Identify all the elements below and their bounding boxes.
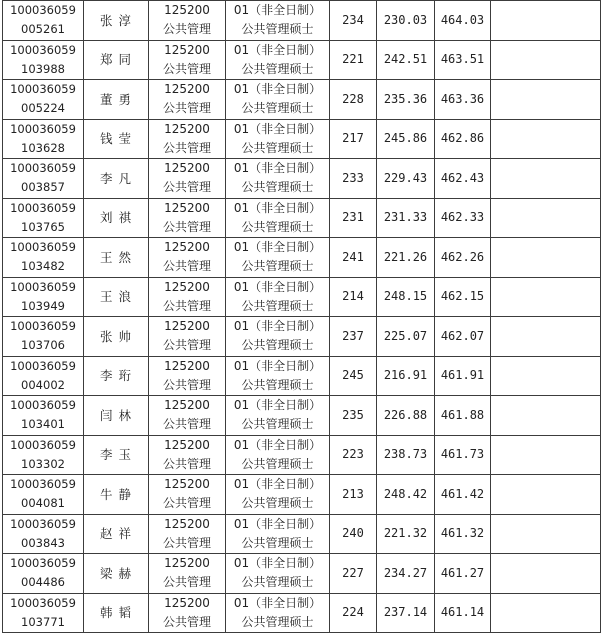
table-row xyxy=(3,554,601,594)
remark-cell xyxy=(491,317,601,357)
major-code: 125200 xyxy=(164,240,210,255)
initial-score-cell: 240 xyxy=(330,514,377,554)
candidate-id-part1: 100036059 xyxy=(10,279,76,294)
direction-name: 公共管理硕士 xyxy=(241,101,314,116)
table-row xyxy=(3,396,601,436)
total-score-cell: 461.91 xyxy=(435,356,491,396)
remark-cell xyxy=(491,514,601,554)
direction-code: 01（非全日制） xyxy=(233,42,322,57)
remark-cell xyxy=(491,396,601,436)
candidate-name-cell: 张 淳 xyxy=(84,1,149,41)
table-row xyxy=(3,475,601,515)
candidate-name-cell: 牛 静 xyxy=(84,475,149,515)
major-name: 公共管理 xyxy=(162,575,211,590)
major-code: 125200 xyxy=(164,3,210,18)
table-row xyxy=(3,593,601,633)
table-row xyxy=(3,317,601,357)
candidate-name-cell: 闫 林 xyxy=(84,396,149,436)
candidate-id-part1: 100036059 xyxy=(10,398,76,413)
remark-cell xyxy=(491,435,601,475)
direction-cell xyxy=(226,1,330,41)
remark-cell xyxy=(491,198,601,238)
initial-score-cell: 223 xyxy=(330,435,377,475)
total-score-cell: 462.43 xyxy=(435,159,491,199)
candidate-id-cell xyxy=(3,475,84,515)
initial-score-cell: 245 xyxy=(330,356,377,396)
major-name: 公共管理 xyxy=(162,180,211,195)
major-name: 公共管理 xyxy=(162,496,211,511)
total-score-cell: 462.07 xyxy=(435,317,491,357)
direction-code: 01（非全日制） xyxy=(233,3,322,18)
retest-score-cell: 245.86 xyxy=(377,119,435,159)
major-cell xyxy=(149,159,226,199)
total-score-cell: 461.88 xyxy=(435,396,491,436)
initial-score-cell: 227 xyxy=(330,554,377,594)
remark-cell xyxy=(491,119,601,159)
total-score-cell: 462.33 xyxy=(435,198,491,238)
candidate-id-part2: 103482 xyxy=(21,259,65,274)
major-code: 125200 xyxy=(164,200,210,215)
initial-score-cell: 228 xyxy=(330,80,377,120)
candidate-id-part2: 103401 xyxy=(21,417,65,432)
direction-name: 公共管理硕士 xyxy=(241,298,314,313)
direction-name: 公共管理硕士 xyxy=(241,417,314,432)
remark-cell xyxy=(491,159,601,199)
direction-cell xyxy=(226,317,330,357)
major-cell xyxy=(149,475,226,515)
major-cell xyxy=(149,593,226,633)
candidate-id-part1: 100036059 xyxy=(10,437,76,452)
major-name: 公共管理 xyxy=(162,417,211,432)
major-code: 125200 xyxy=(164,82,210,97)
candidate-id-part2: 004081 xyxy=(21,496,65,511)
initial-score-cell: 231 xyxy=(330,198,377,238)
candidate-id-part2: 005261 xyxy=(21,22,65,37)
major-code: 125200 xyxy=(164,437,210,452)
candidate-id-cell xyxy=(3,593,84,633)
major-cell xyxy=(149,238,226,278)
candidate-id-part2: 003843 xyxy=(21,535,65,550)
major-code: 125200 xyxy=(164,595,210,610)
major-code: 125200 xyxy=(164,279,210,294)
remark-cell xyxy=(491,356,601,396)
initial-score-cell: 214 xyxy=(330,277,377,317)
retest-score-cell: 221.26 xyxy=(377,238,435,278)
retest-score-cell: 221.32 xyxy=(377,514,435,554)
candidate-id-part1: 100036059 xyxy=(10,200,76,215)
candidate-id-part2: 103949 xyxy=(21,298,65,313)
candidate-id-part1: 100036059 xyxy=(10,82,76,97)
candidate-id-cell xyxy=(3,554,84,594)
table-row xyxy=(3,356,601,396)
direction-name: 公共管理硕士 xyxy=(241,575,314,590)
candidate-name-cell: 韩 韬 xyxy=(84,593,149,633)
retest-score-cell: 237.14 xyxy=(377,593,435,633)
major-name: 公共管理 xyxy=(162,101,211,116)
direction-cell xyxy=(226,159,330,199)
direction-name: 公共管理硕士 xyxy=(241,22,314,37)
direction-code: 01（非全日制） xyxy=(233,279,322,294)
candidate-id-part2: 003857 xyxy=(21,180,65,195)
candidate-id-cell xyxy=(3,238,84,278)
direction-code: 01（非全日制） xyxy=(233,437,322,452)
remark-cell xyxy=(491,475,601,515)
candidate-id-part2: 103771 xyxy=(21,614,65,629)
candidate-id-part1: 100036059 xyxy=(10,319,76,334)
remark-cell xyxy=(491,238,601,278)
direction-cell xyxy=(226,40,330,80)
table-row xyxy=(3,119,601,159)
candidate-id-part1: 100036059 xyxy=(10,42,76,57)
major-name: 公共管理 xyxy=(162,219,211,234)
major-cell xyxy=(149,435,226,475)
candidate-name-cell: 王 浪 xyxy=(84,277,149,317)
candidate-name-cell: 李 玉 xyxy=(84,435,149,475)
candidate-id-part2: 103706 xyxy=(21,338,65,353)
major-name: 公共管理 xyxy=(162,377,211,392)
total-score-cell: 463.51 xyxy=(435,40,491,80)
major-name: 公共管理 xyxy=(162,61,211,76)
major-cell xyxy=(149,554,226,594)
direction-code: 01（非全日制） xyxy=(233,240,322,255)
major-cell xyxy=(149,198,226,238)
candidate-id-cell xyxy=(3,1,84,41)
initial-score-cell: 237 xyxy=(330,317,377,357)
major-code: 125200 xyxy=(164,42,210,57)
candidate-name-cell: 李 凡 xyxy=(84,159,149,199)
retest-score-cell: 216.91 xyxy=(377,356,435,396)
major-cell xyxy=(149,40,226,80)
direction-cell xyxy=(226,80,330,120)
initial-score-cell: 221 xyxy=(330,40,377,80)
candidate-id-part2: 004002 xyxy=(21,377,65,392)
major-cell xyxy=(149,514,226,554)
candidate-name-cell: 钱 莹 xyxy=(84,119,149,159)
candidate-id-part1: 100036059 xyxy=(10,3,76,18)
major-name: 公共管理 xyxy=(162,259,211,274)
direction-cell xyxy=(226,475,330,515)
table-row xyxy=(3,159,601,199)
initial-score-cell: 217 xyxy=(330,119,377,159)
candidate-id-cell xyxy=(3,40,84,80)
direction-name: 公共管理硕士 xyxy=(241,614,314,629)
direction-name: 公共管理硕士 xyxy=(241,259,314,274)
direction-cell xyxy=(226,396,330,436)
major-name: 公共管理 xyxy=(162,456,211,471)
candidate-id-part2: 103628 xyxy=(21,140,65,155)
remark-cell xyxy=(491,277,601,317)
direction-code: 01（非全日制） xyxy=(233,121,322,136)
direction-cell xyxy=(226,514,330,554)
candidate-name-cell: 王 然 xyxy=(84,238,149,278)
direction-cell xyxy=(226,554,330,594)
remark-cell xyxy=(491,40,601,80)
candidate-id-part1: 100036059 xyxy=(10,556,76,571)
retest-score-cell: 229.43 xyxy=(377,159,435,199)
direction-name: 公共管理硕士 xyxy=(241,61,314,76)
direction-name: 公共管理硕士 xyxy=(241,180,314,195)
major-name: 公共管理 xyxy=(162,140,211,155)
direction-cell xyxy=(226,198,330,238)
major-name: 公共管理 xyxy=(162,338,211,353)
direction-code: 01（非全日制） xyxy=(233,516,322,531)
direction-cell xyxy=(226,435,330,475)
total-score-cell: 462.15 xyxy=(435,277,491,317)
major-name: 公共管理 xyxy=(162,22,211,37)
table-row xyxy=(3,1,601,41)
retest-score-cell: 226.88 xyxy=(377,396,435,436)
candidate-id-part2: 103302 xyxy=(21,456,65,471)
direction-code: 01（非全日制） xyxy=(233,358,322,373)
direction-code: 01（非全日制） xyxy=(233,556,322,571)
candidate-id-cell xyxy=(3,435,84,475)
candidate-id-part1: 100036059 xyxy=(10,516,76,531)
candidate-id-part2: 004486 xyxy=(21,575,65,590)
initial-score-cell: 234 xyxy=(330,1,377,41)
candidate-name-cell: 梁 赫 xyxy=(84,554,149,594)
direction-cell xyxy=(226,593,330,633)
candidate-id-part1: 100036059 xyxy=(10,477,76,492)
candidate-id-cell xyxy=(3,119,84,159)
total-score-cell: 461.73 xyxy=(435,435,491,475)
table-row xyxy=(3,514,601,554)
table-row xyxy=(3,198,601,238)
candidate-name-cell: 张 帅 xyxy=(84,317,149,357)
total-score-cell: 461.42 xyxy=(435,475,491,515)
retest-score-cell: 230.03 xyxy=(377,1,435,41)
major-cell xyxy=(149,317,226,357)
candidate-id-cell xyxy=(3,396,84,436)
retest-score-cell: 234.27 xyxy=(377,554,435,594)
major-code: 125200 xyxy=(164,516,210,531)
direction-name: 公共管理硕士 xyxy=(241,496,314,511)
remark-cell xyxy=(491,1,601,41)
major-cell xyxy=(149,277,226,317)
initial-score-cell: 224 xyxy=(330,593,377,633)
major-cell xyxy=(149,80,226,120)
direction-name: 公共管理硕士 xyxy=(241,219,314,234)
retest-score-cell: 225.07 xyxy=(377,317,435,357)
direction-code: 01（非全日制） xyxy=(233,398,322,413)
direction-code: 01（非全日制） xyxy=(233,82,322,97)
total-score-cell: 461.32 xyxy=(435,514,491,554)
major-code: 125200 xyxy=(164,556,210,571)
retest-score-cell: 242.51 xyxy=(377,40,435,80)
retest-score-cell: 238.73 xyxy=(377,435,435,475)
candidate-id-part1: 100036059 xyxy=(10,161,76,176)
major-cell xyxy=(149,396,226,436)
candidate-name-cell: 赵 祥 xyxy=(84,514,149,554)
direction-name: 公共管理硕士 xyxy=(241,140,314,155)
table-row xyxy=(3,238,601,278)
remark-cell xyxy=(491,80,601,120)
remark-cell xyxy=(491,593,601,633)
major-code: 125200 xyxy=(164,477,210,492)
candidate-id-part1: 100036059 xyxy=(10,121,76,136)
candidate-id-part2: 005224 xyxy=(21,101,65,116)
major-code: 125200 xyxy=(164,161,210,176)
table-row xyxy=(3,40,601,80)
table-body xyxy=(3,1,601,633)
total-score-cell: 462.86 xyxy=(435,119,491,159)
major-cell xyxy=(149,356,226,396)
direction-name: 公共管理硕士 xyxy=(241,456,314,471)
direction-name: 公共管理硕士 xyxy=(241,377,314,392)
direction-code: 01（非全日制） xyxy=(233,477,322,492)
direction-cell xyxy=(226,356,330,396)
retest-score-cell: 248.15 xyxy=(377,277,435,317)
candidate-id-cell xyxy=(3,159,84,199)
direction-code: 01（非全日制） xyxy=(233,319,322,334)
candidate-id-cell xyxy=(3,80,84,120)
retest-score-cell: 235.36 xyxy=(377,80,435,120)
major-code: 125200 xyxy=(164,398,210,413)
direction-code: 01（非全日制） xyxy=(233,161,322,176)
candidate-id-cell xyxy=(3,356,84,396)
retest-score-cell: 248.42 xyxy=(377,475,435,515)
total-score-cell: 462.26 xyxy=(435,238,491,278)
direction-code: 01（非全日制） xyxy=(233,200,322,215)
candidate-id-cell xyxy=(3,317,84,357)
initial-score-cell: 235 xyxy=(330,396,377,436)
initial-score-cell: 213 xyxy=(330,475,377,515)
major-code: 125200 xyxy=(164,121,210,136)
major-code: 125200 xyxy=(164,358,210,373)
direction-name: 公共管理硕士 xyxy=(241,338,314,353)
candidate-id-part1: 100036059 xyxy=(10,358,76,373)
table-row xyxy=(3,80,601,120)
candidate-id-part1: 100036059 xyxy=(10,595,76,610)
total-score-cell: 461.27 xyxy=(435,554,491,594)
direction-code: 01（非全日制） xyxy=(233,595,322,610)
total-score-cell: 463.36 xyxy=(435,80,491,120)
total-score-cell: 461.14 xyxy=(435,593,491,633)
candidate-name-cell: 董 勇 xyxy=(84,80,149,120)
table-row xyxy=(3,435,601,475)
direction-cell xyxy=(226,277,330,317)
major-code: 125200 xyxy=(164,319,210,334)
major-name: 公共管理 xyxy=(162,614,211,629)
candidate-id-part1: 100036059 xyxy=(10,240,76,255)
major-name: 公共管理 xyxy=(162,298,211,313)
direction-cell xyxy=(226,119,330,159)
remark-cell xyxy=(491,554,601,594)
candidate-id-cell xyxy=(3,514,84,554)
direction-cell xyxy=(226,238,330,278)
retest-score-cell: 231.33 xyxy=(377,198,435,238)
candidate-name-cell: 刘 祺 xyxy=(84,198,149,238)
total-score-cell: 464.03 xyxy=(435,1,491,41)
candidate-name-cell: 李 珩 xyxy=(84,356,149,396)
major-cell xyxy=(149,119,226,159)
initial-score-cell: 241 xyxy=(330,238,377,278)
major-cell xyxy=(149,1,226,41)
major-name: 公共管理 xyxy=(162,535,211,550)
initial-score-cell: 233 xyxy=(330,159,377,199)
candidate-id-part2: 103765 xyxy=(21,219,65,234)
admission-score-table xyxy=(2,0,601,633)
direction-name: 公共管理硕士 xyxy=(241,535,314,550)
candidate-name-cell: 郑 同 xyxy=(84,40,149,80)
candidate-id-part2: 103988 xyxy=(21,61,65,76)
candidate-id-cell xyxy=(3,277,84,317)
table-row xyxy=(3,277,601,317)
candidate-id-cell xyxy=(3,198,84,238)
